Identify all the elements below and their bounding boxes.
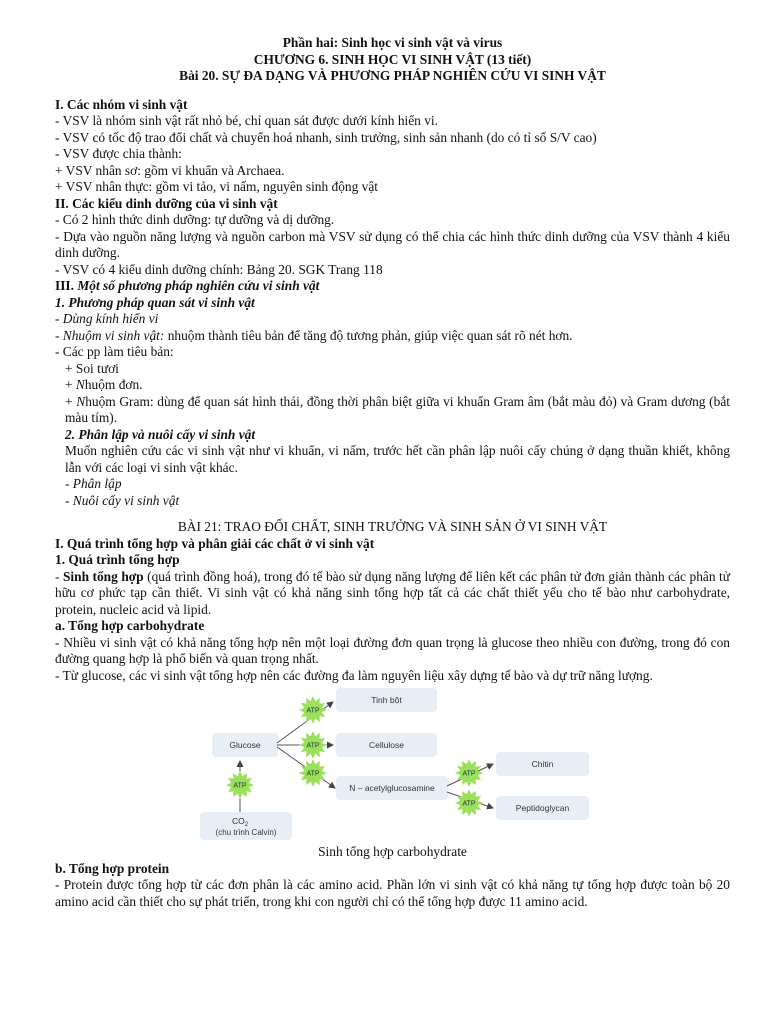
document-page (55, 35, 730, 910)
stain-rest: nhuộm thành tiêu bản để tăng độ tương phản, giúp việc quan sát rõ nét hơn. (164, 327, 573, 343)
section-1-line: - VSV có tốc độ trao đổi chất và chuyển hoá nhanh, sinh trưởng, sinh sản nhanh (do có tỉ số S/V cao) (55, 129, 597, 145)
atp-label: ATP (306, 742, 320, 750)
lesson-21-subheading: b. Tổng hợp protein (55, 860, 170, 876)
lesson-21-paragraph: - Nhiều vi sinh vật có khả năng tổng hợp nên một loại đường đơn quan trọng là glucose theo nhiều con đường, trong đó con đường quang hợp là phổ biến và quan trọng nhất. (55, 634, 730, 666)
lesson-20-title: Bài 20. SỰ ĐA DẠNG VÀ PHƯƠNG PHÁP NGHIÊN CỨU VI SINH VẬT (179, 68, 606, 83)
diagram-caption: Sinh tổng hợp carbohydrate (318, 844, 467, 859)
section-2-line: - VSV có 4 kiểu dinh dưỡng chính: Bảng 20. SGK Trang 118 (55, 261, 383, 277)
lesson-21-paragraph (55, 569, 730, 619)
dash: - (55, 568, 63, 584)
section-3-line (55, 394, 730, 427)
section-3-line: - Nuôi cấy vi sinh vật (65, 492, 180, 508)
letter-n: N (75, 377, 85, 392)
section-3-line (55, 328, 730, 345)
term-bold: Sinh tổng hợp (62, 568, 144, 584)
chapter-title: CHƯƠNG 6. SINH HỌC VI SINH VẬT (13 tiết) (253, 51, 532, 67)
section-1-line: + VSV nhân thực: gồm vi tảo, vi nấm, nguyên sinh động vật (55, 179, 379, 194)
section-2-line: - Dựa vào nguồn năng lượng và nguồn carbon mà VSV sử dụng có thể chia các hình thức dinh dưỡng của VSV thành 4 kiểu dinh dưỡng. (55, 228, 730, 260)
plus-mark: + (65, 393, 77, 409)
subsection-heading: 1. Phương pháp quan sát vi sinh vật (55, 294, 255, 310)
section-3-line: - Phân lập (65, 476, 122, 491)
section-2-line: - Có 2 hình thức dinh dưỡng: tự dưỡng và dị dưỡng. (55, 212, 335, 227)
section-3-line: - Các pp làm tiêu bản: (55, 344, 174, 359)
section-1-line: - VSV được chia thành: (55, 146, 182, 161)
lesson-21-paragraph: - Từ glucose, các vi sinh vật tổng hợp nên các đường đa làm nguyên liệu xây dựng tế bào và dự trữ năng lượng. (55, 667, 653, 683)
starch-box-label: Tinh bột (371, 695, 402, 705)
section-3-line: - Dùng kính hiển vi (55, 311, 159, 326)
lesson-21-title: BÀI 21: TRAO ĐỔI CHẤT, SINH TRƯỞNG VÀ SINH SẢN Ở VI SINH VẬT (177, 519, 608, 534)
glucose-box-label: Glucose (229, 740, 261, 750)
subsection-heading: 2. Phân lập và nuôi cấy vi sinh vật (65, 426, 256, 442)
line-rest: huộm đơn. (84, 377, 143, 392)
diagram-svg (55, 688, 730, 844)
section-2-heading: II. Các kiểu dinh dưỡng của vi sinh vật (55, 195, 278, 211)
stain-lead: - Nhuộm vi sinh vật: (55, 327, 165, 343)
letter-n: N (76, 393, 86, 409)
cellulose-box-label: Cellulose (369, 740, 404, 750)
chitin-box-label: Chitin (531, 759, 554, 769)
lesson-21-subheading: a. Tổng hợp carbohydrate (55, 618, 205, 633)
line-rest: huộm Gram: dùng để quan sát hình thái, đồng thời phân biệt giữa vi khuẩn Gram âm (bắt màu đỏ) và Gram dương (bắt màu tím). (65, 393, 730, 425)
atp-label: ATP (462, 770, 476, 778)
co2-label: $CO_2$ (231, 816, 249, 828)
section-3-line: + Soi tươi (65, 360, 119, 376)
part-title: Phần hai: Sinh học vi sinh vật và virus (282, 35, 503, 50)
section-3-number: III. (55, 278, 78, 293)
calvin-label: (chu trình Calvin) (215, 828, 277, 837)
section-1-heading: I. Các nhóm vi sinh vật (55, 96, 188, 112)
atp-label: ATP (462, 800, 476, 808)
atp-label: ATP (306, 707, 320, 715)
lesson-21-paragraph: - Protein được tổng hợp từ các đơn phân là các amino acid. Phần lớn vi sinh vật có khả năng tự tổng hợp được toàn bộ 20 amino acid cần thiết cho sự phát triển, trong khi con người chỉ có thể tổng hợp được 11 amino acid. (55, 877, 730, 909)
section-1-line: + VSV nhân sơ: gồm vi khuẩn và Archaea. (55, 162, 285, 178)
section-3-heading (55, 278, 730, 295)
peptidoglycan-box-label: Peptidoglycan (515, 803, 570, 813)
section-1-line: - VSV là nhóm sinh vật rất nhỏ bé, chỉ quan sát được dưới kính hiển vi. (55, 113, 438, 128)
nag-box-label: N – acetylglucosamine (349, 783, 435, 793)
section-3-line (55, 377, 730, 394)
section-3-line: Muốn nghiên cứu các vi sinh vật như vi khuẩn, vi nấm, trước hết cần phân lập nuôi cấy chúng ở dạng thuần khiết, không lẫn với các loại vi sinh vật khác. (65, 443, 730, 475)
paragraph-rest: (quá trình đồng hoá), trong đó tế bào sử dụng năng lượng để liên kết các phân tử đơn giản thành các phân tử hữu cơ phức tạp cần thiết. Vi sinh vật có khả năng sinh tổng hợp tất cả các chất thiết yếu cho tế bào như carbohydrate, protein, nucleic acid và lipid. (55, 568, 730, 617)
section-3-heading-text: Một số phương pháp nghiên cứu vi sinh vật (77, 278, 320, 293)
atp-label: ATP (306, 770, 320, 778)
atp-label: ATP (233, 782, 247, 790)
carbohydrate-synthesis-diagram (55, 688, 730, 844)
plus-mark: + (65, 377, 76, 392)
lesson-21-subheading: 1. Quá trình tổng hợp (55, 552, 180, 567)
lesson-21-heading: I. Quá trình tổng hợp và phân giải các chất ở vi sinh vật (55, 535, 375, 551)
